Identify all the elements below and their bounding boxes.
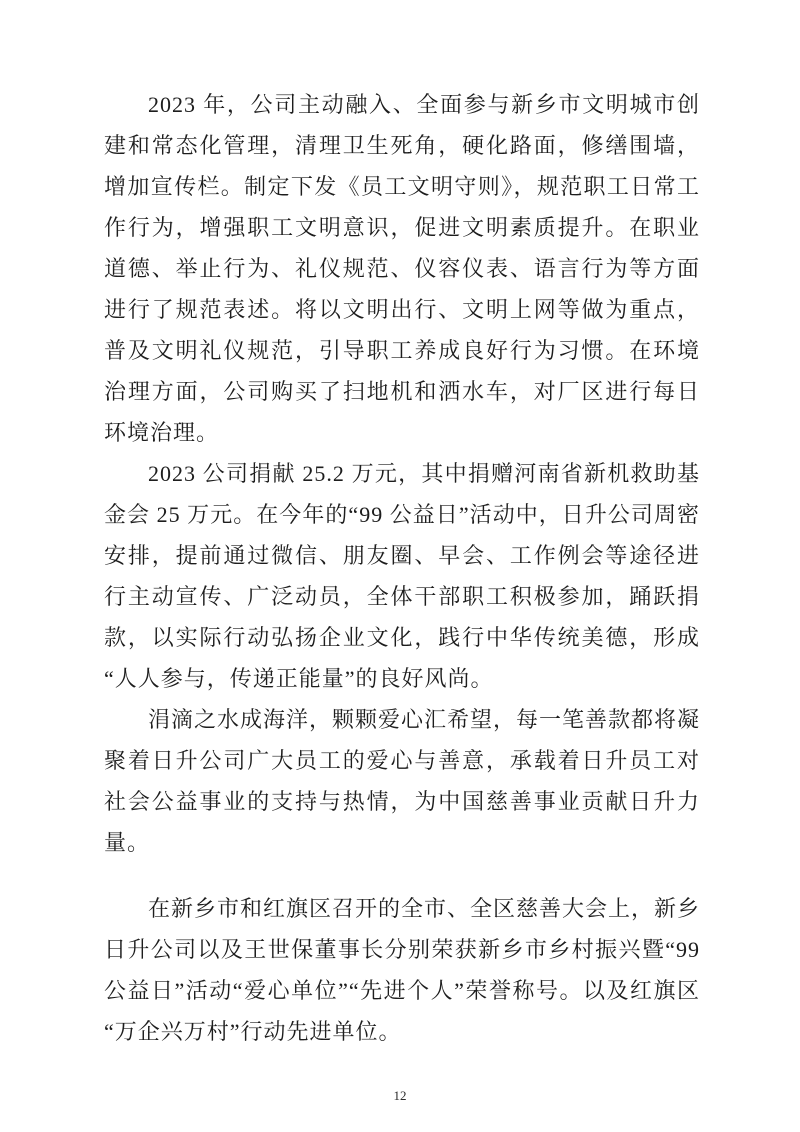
document-body [104, 84, 700, 1052]
paragraph-charity-message: 涓滴之水成海洋，颗颗爱心汇希望，每一笔善款都将凝聚着日升公司广大员工的爱心与善意，承载着日升员工对社会公益事业的支持与热情，为中国慈善事业贡献日升力量。 [104, 707, 701, 855]
page-number: 12 [393, 1088, 407, 1103]
paragraph-awards: 在新乡市和红旗区召开的全市、全区慈善大会上，新乡日升公司以及王世保董事长分别荣获新乡市乡村振兴暨“99 公益日”活动“爱心单位”“先进个人”荣誉称号。以及红旗区“万企兴万村”行动先进单位。 [104, 896, 701, 1044]
paragraph-donations: 2023 公司捐献 25.2 万元，其中捐赠河南省新机救助基金会 25 万元。在今年的“99 公益日”活动中，日升公司周密安排，提前通过微信、朋友圈、早会、工作例会等途径进行主动宣传、广泛动员，全体干部职工积极参加，踊跃捐款，以实际行动弘扬企业文化，践行中华传统美德，形成“人人参与，传递正能量”的良好风尚。 [104, 461, 700, 691]
paragraph-civilization-city: 2023 年，公司主动融入、全面参与新乡市文明城市创建和常态化管理，清理卫生死角，硬化路面，修缮围墙，增加宣传栏。制定下发《员工文明守则》，规范职工日常工作行为，增强职工文明意识，促进文明素质提升。在职业道德、举止行为、礼仪规范、仪容仪表、语言行为等方面进行了规范表述。将以文明出行、文明上网等做为重点，普及文明礼仪规范，引导职工养成良好行为习惯。在环境治理方面，公司购买了扫地机和洒水车，对厂区进行每日环境治理。 [104, 92, 700, 445]
